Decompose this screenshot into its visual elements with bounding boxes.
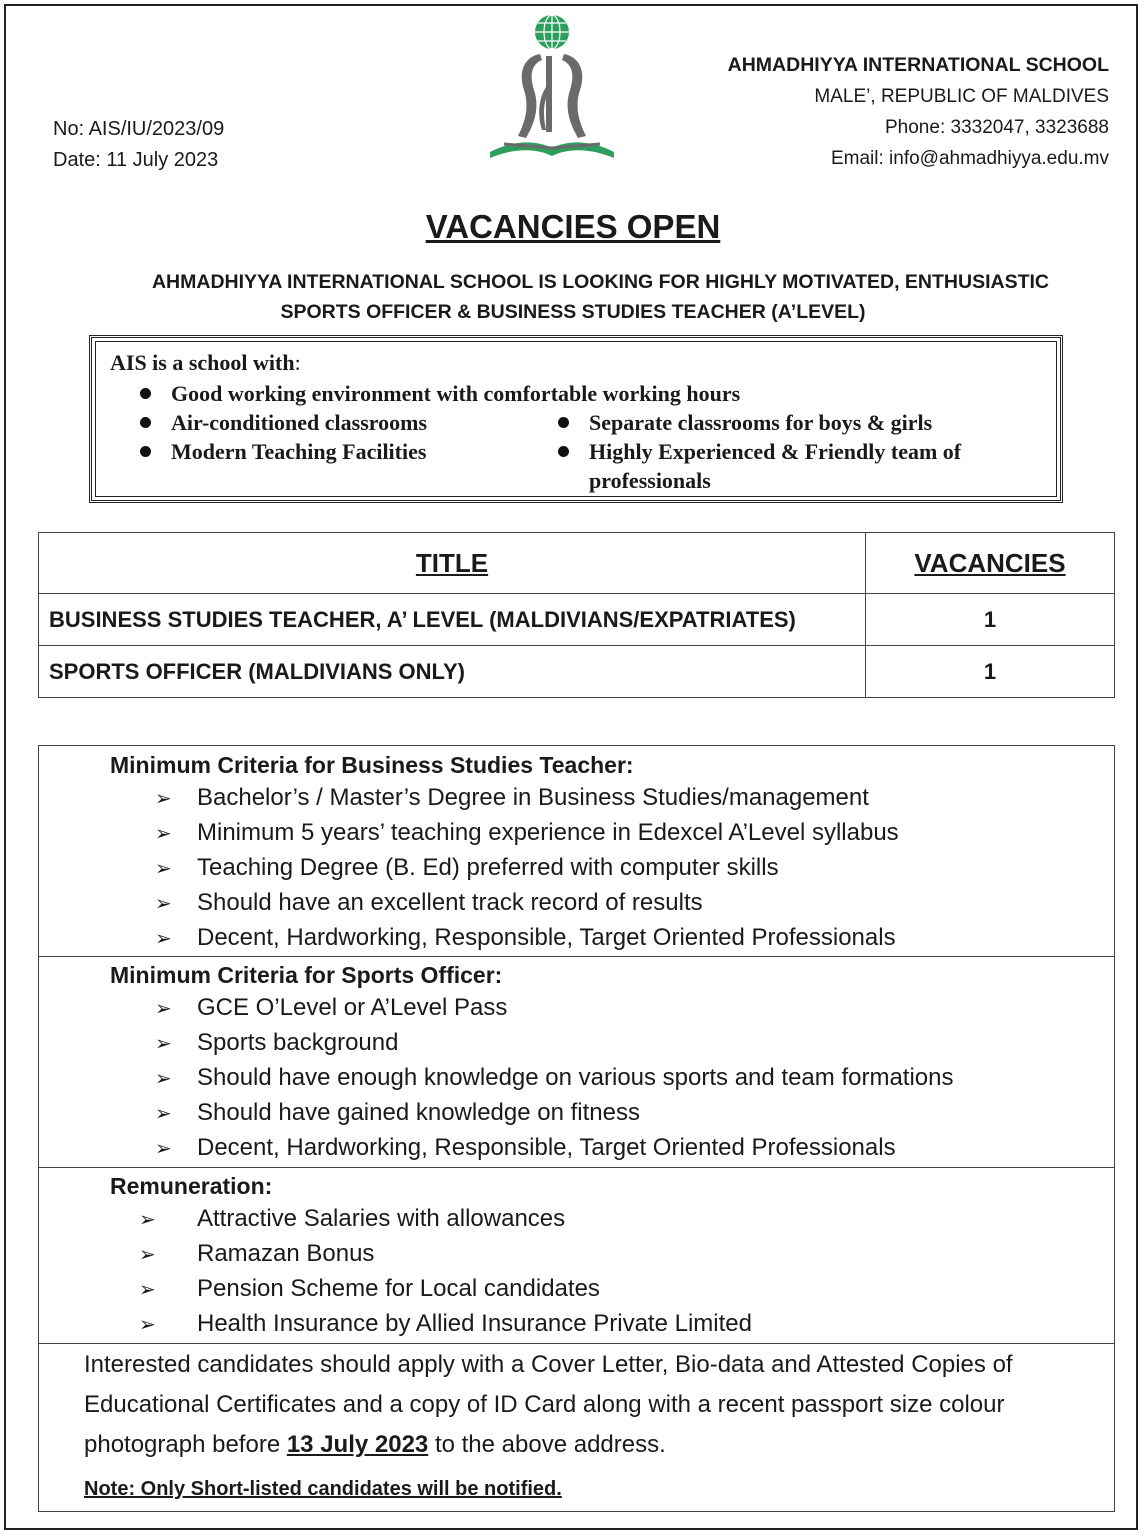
list-item bbox=[155, 994, 507, 1022]
section-heading: Minimum Criteria for Sports Officer: bbox=[110, 962, 503, 988]
arrow-bullet-icon: ➢ bbox=[155, 1137, 172, 1160]
feature-item bbox=[140, 437, 426, 466]
application-instructions bbox=[84, 1345, 1094, 1465]
features-intro-colon: : bbox=[294, 350, 301, 375]
arrow-bullet-icon: ➢ bbox=[139, 1208, 156, 1231]
vacancies-table bbox=[38, 532, 1115, 698]
list-item-text: Sports background bbox=[197, 1029, 399, 1056]
feature-text: Separate classrooms for boys & girls bbox=[589, 410, 933, 435]
list-item-text: Should have gained knowledge on fitness bbox=[197, 1099, 640, 1126]
features-intro-text: AIS is a school with bbox=[110, 350, 295, 375]
table-row bbox=[39, 594, 1115, 646]
reference-block bbox=[53, 114, 224, 176]
list-item-text: Attractive Salaries with allowances bbox=[197, 1205, 566, 1232]
list-item bbox=[139, 1310, 752, 1338]
school-phone: Phone: 3332047, 3323688 bbox=[885, 117, 1109, 138]
arrow-bullet-icon: ➢ bbox=[155, 892, 172, 915]
table-header-row bbox=[39, 533, 1115, 594]
list-item-text: GCE O’Level or A’Level Pass bbox=[197, 994, 508, 1021]
bullet-dot-icon bbox=[140, 446, 151, 457]
list-item-text: Decent, Hardworking, Responsible, Target Oriented Professionals bbox=[197, 924, 896, 951]
list-item-text: Teaching Degree (B. Ed) preferred with computer skills bbox=[197, 854, 779, 881]
arrow-bullet-icon: ➢ bbox=[155, 787, 172, 810]
subtitle-line-2: SPORTS OFFICER & BUSINESS STUDIES TEACHER (A’LEVEL) bbox=[280, 301, 866, 323]
list-item bbox=[139, 1240, 374, 1268]
feature-item-continuation: professionals bbox=[589, 468, 711, 493]
list-item bbox=[155, 1064, 953, 1092]
arrow-bullet-icon: ➢ bbox=[139, 1243, 156, 1266]
column-header-vacancies: VACANCIES bbox=[866, 533, 1115, 594]
column-header-title: TITLE bbox=[39, 533, 866, 594]
page-title: VACANCIES OPEN bbox=[425, 208, 721, 245]
reference-number: No: AIS/IU/2023/09 bbox=[53, 118, 225, 140]
subtitle-line-1: AHMADHIYYA INTERNATIONAL SCHOOL IS LOOKING FOR HIGHLY MOTIVATED, ENTHUSIASTIC bbox=[151, 271, 1050, 293]
apply-text-end: to the above address. bbox=[428, 1431, 666, 1458]
school-name: AHMADHIYYA INTERNATIONAL SCHOOL bbox=[727, 54, 1109, 76]
list-item-text: Bachelor’s / Master’s Degree in Business Studies/management bbox=[197, 784, 869, 811]
lyre-emblem-icon bbox=[518, 54, 586, 138]
list-item-text: Pension Scheme for Local candidates bbox=[197, 1275, 600, 1302]
book-icon bbox=[490, 142, 614, 158]
feature-item bbox=[140, 379, 740, 408]
list-item-text: Ramazan Bonus bbox=[197, 1240, 375, 1267]
application-section bbox=[39, 1343, 1114, 1511]
features-box bbox=[89, 335, 1063, 503]
remuneration-section bbox=[39, 1167, 1114, 1344]
bullet-dot-icon bbox=[558, 417, 569, 428]
school-email: Email: info@ahmadhiyya.edu.mv bbox=[830, 148, 1109, 169]
bullet-dot-icon bbox=[140, 388, 151, 399]
arrow-bullet-icon: ➢ bbox=[155, 1102, 172, 1125]
deadline-date: 13 July 2023 bbox=[286, 1431, 429, 1458]
arrow-bullet-icon: ➢ bbox=[155, 927, 172, 950]
sports-criteria-section bbox=[39, 956, 1114, 1168]
apply-text: Interested candidates should apply with a Cover Letter, Bio-data and Attested Copies of Educational Certificates and a copy of ID Card along with a recent passport size colour photograph before bbox=[84, 1351, 1013, 1458]
vacancy-count: 1 bbox=[866, 594, 1115, 646]
subtitle bbox=[0, 267, 1146, 327]
features-intro bbox=[110, 350, 301, 376]
list-item bbox=[155, 1134, 896, 1162]
table-row bbox=[39, 646, 1115, 698]
school-logo bbox=[484, 12, 620, 162]
school-contact-block bbox=[728, 50, 1109, 174]
shortlist-note: Note: Only Short-listed candidates will be notified. bbox=[84, 1478, 562, 1500]
feature-text: Modern Teaching Facilities bbox=[171, 439, 427, 464]
list-item bbox=[155, 854, 779, 882]
list-item bbox=[139, 1275, 600, 1303]
globe-icon bbox=[535, 15, 569, 49]
list-item bbox=[155, 1099, 640, 1127]
vacancy-count: 1 bbox=[866, 646, 1115, 698]
criteria-box bbox=[38, 745, 1115, 1512]
section-heading: Remuneration: bbox=[110, 1173, 273, 1199]
list-item-text: Decent, Hardworking, Responsible, Target Oriented Professionals bbox=[197, 1134, 896, 1161]
list-item bbox=[155, 1029, 398, 1057]
list-item bbox=[155, 889, 703, 917]
teacher-criteria-section bbox=[39, 746, 1114, 957]
list-item-text: Should have an excellent track record of results bbox=[197, 889, 703, 916]
feature-item bbox=[558, 408, 932, 437]
feature-text: Highly Experienced & Friendly team of bbox=[589, 439, 962, 464]
arrow-bullet-icon: ➢ bbox=[155, 1032, 172, 1055]
arrow-bullet-icon: ➢ bbox=[155, 822, 172, 845]
list-item bbox=[155, 819, 899, 847]
arrow-bullet-icon: ➢ bbox=[155, 1067, 172, 1090]
list-item bbox=[139, 1205, 565, 1233]
arrow-bullet-icon: ➢ bbox=[139, 1278, 156, 1301]
feature-text: Good working environment with comfortable working hours bbox=[171, 381, 741, 406]
list-item bbox=[155, 784, 869, 812]
list-item bbox=[155, 924, 896, 952]
list-item-text: Health Insurance by Allied Insurance Private Limited bbox=[197, 1310, 752, 1337]
bullet-dot-icon bbox=[558, 446, 569, 457]
list-item-text: Should have enough knowledge on various sports and team formations bbox=[197, 1064, 954, 1091]
vacancy-title: BUSINESS STUDIES TEACHER, A’ LEVEL (MALDIVIANS/EXPATRIATES) bbox=[39, 594, 866, 646]
feature-item bbox=[558, 437, 961, 466]
arrow-bullet-icon: ➢ bbox=[155, 997, 172, 1020]
list-item-text: Minimum 5 years’ teaching experience in Edexcel A’Level syllabus bbox=[197, 819, 899, 846]
arrow-bullet-icon: ➢ bbox=[139, 1313, 156, 1336]
school-location: MALE’, REPUBLIC OF MALDIVES bbox=[814, 86, 1109, 107]
bullet-dot-icon bbox=[140, 417, 151, 428]
letter-date: Date: 11 July 2023 bbox=[53, 149, 219, 171]
arrow-bullet-icon: ➢ bbox=[155, 857, 172, 880]
section-heading: Minimum Criteria for Business Studies Teacher: bbox=[110, 752, 634, 778]
feature-item bbox=[140, 408, 427, 437]
vacancy-title: SPORTS OFFICER (MALDIVIANS ONLY) bbox=[39, 646, 866, 698]
feature-text: Air-conditioned classrooms bbox=[171, 410, 428, 435]
